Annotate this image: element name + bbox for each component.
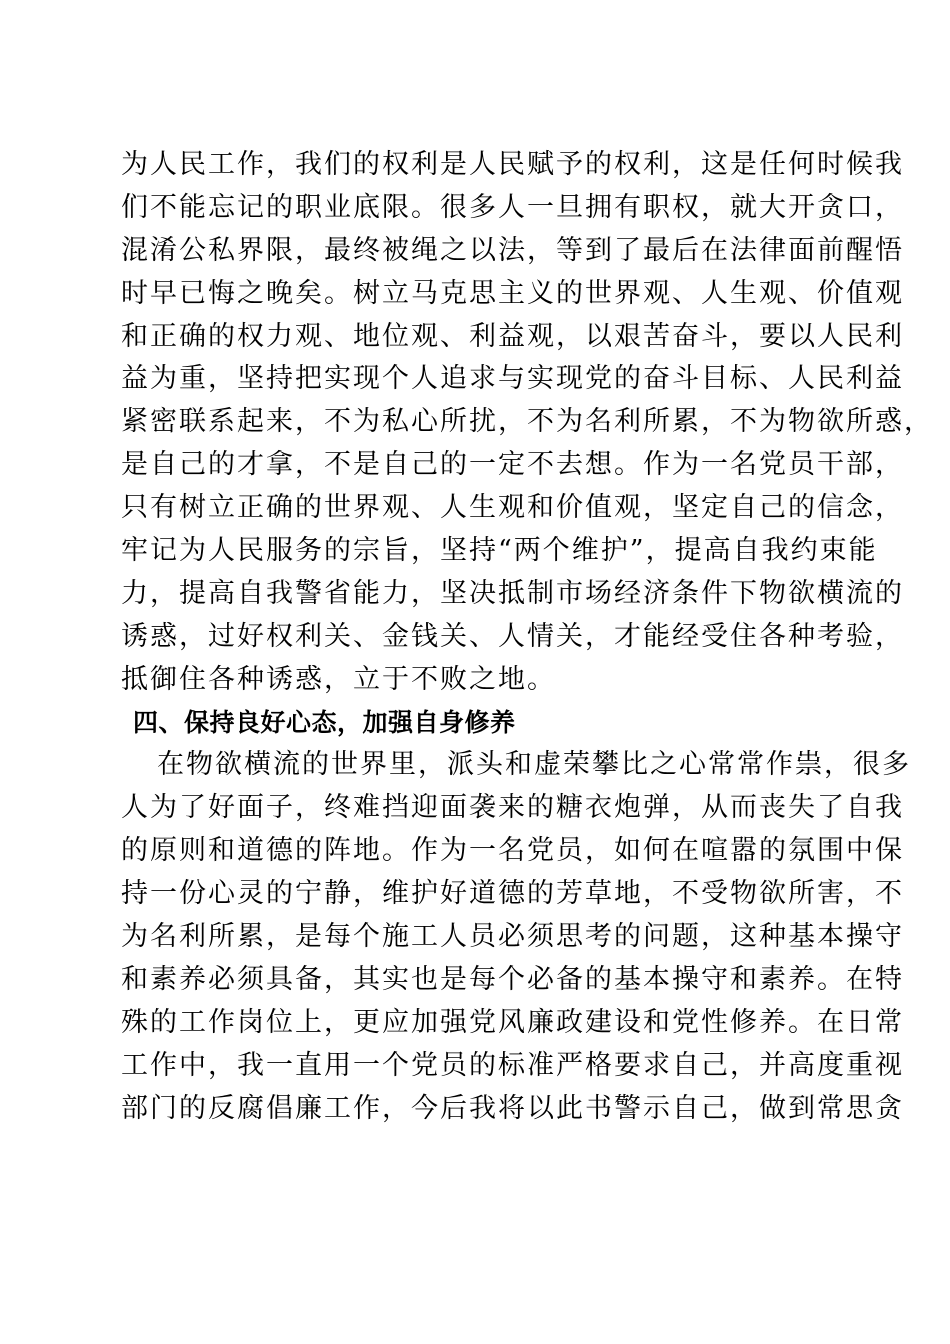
section-heading: 四、保持良好心态，加强自身修养 (133, 707, 516, 737)
paragraph-line: 部门的反腐倡廉工作，今后我将以此书警示自己，做到常思贪 (121, 1092, 904, 1124)
paragraph-line: 们不能忘记的职业底限。很多人一旦拥有职权，就大开贪口， (121, 191, 904, 223)
paragraph-line: 只有树立正确的世界观、人生观和价值观，坚定自己的信念， (121, 492, 904, 524)
paragraph-line: 诱惑，过好权利关、金钱关、人情关，才能经受住各种考验， (121, 620, 904, 652)
paragraph-line: 的原则和道德的阵地。作为一名党员，如何在喧嚣的氛围中保 (121, 835, 904, 867)
paragraph-line: 和素养必须具备，其实也是每个必备的基本操守和素养。在特 (121, 963, 904, 995)
paragraph-line: 是自己的才拿，不是自己的一定不去想。作为一名党员干部， (121, 449, 904, 481)
paragraph-line: 时早已悔之晚矣。树立马克思主义的世界观、人生观、价值观 (121, 277, 904, 309)
paragraph-line: 益为重，坚持把实现个人追求与实现党的奋斗目标、人民利益 (121, 363, 904, 395)
paragraph-line: 在物欲横流的世界里，派头和虚荣攀比之心常常作祟，很多 (157, 749, 911, 781)
paragraph-line: 为名利所累，是每个施工人员必须思考的问题，这种基本操守 (121, 921, 904, 953)
document-body (121, 144, 933, 1130)
paragraph-line: 殊的工作岗位上，更应加强党风廉政建设和党性修养。在日常 (121, 1006, 904, 1038)
paragraph-line: 抵御住各种诱惑，立于不败之地。 (121, 663, 556, 695)
paragraph-line: 混淆公私界限，最终被绳之以法，等到了最后在法律面前醒悟 (121, 234, 904, 266)
paragraph-line: 力，提高自我警省能力，坚决抵制市场经济条件下物欲横流的 (121, 577, 904, 609)
paragraph-line: 和正确的权力观、地位观、利益观，以艰苦奋斗，要以人民利 (121, 320, 904, 352)
paragraph-line: 牢记为人民服务的宗旨，坚持“两个维护”，提高自我约束能 (121, 535, 878, 567)
paragraph-line: 为人民工作，我们的权利是人民赋予的权利，这是任何时候我 (121, 149, 904, 180)
paragraph-line: 紧密联系起来，不为私心所扰，不为名利所累，不为物欲所惑， (121, 406, 933, 438)
paragraph-line: 工作中，我一直用一个党员的标准严格要求自己，并高度重视 (121, 1049, 904, 1081)
paragraph-line: 持一份心灵的宁静，维护好道德的芳草地，不受物欲所害，不 (121, 878, 904, 910)
paragraph-line: 人为了好面子，终难挡迎面袭来的糖衣炮弹，从而丧失了自我 (121, 792, 904, 824)
